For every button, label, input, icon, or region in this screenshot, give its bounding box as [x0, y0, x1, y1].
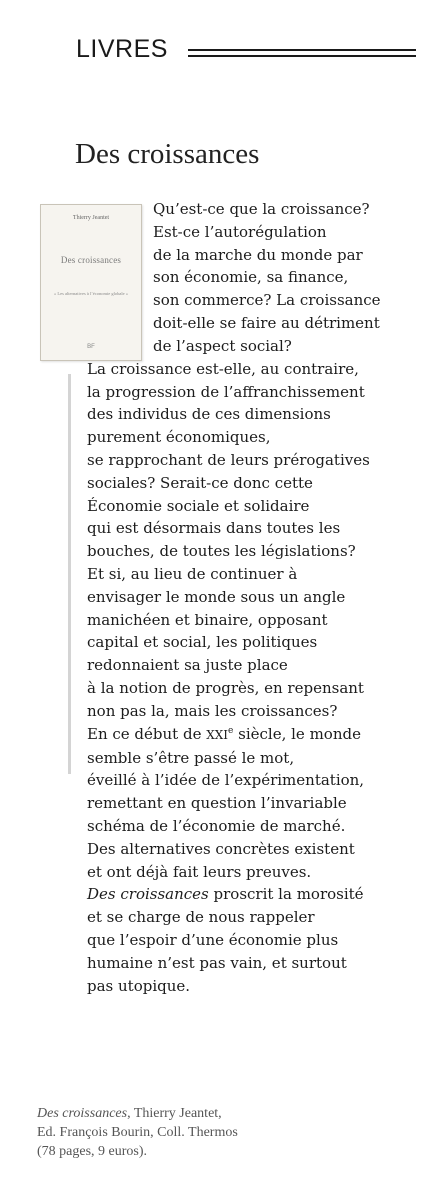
body-line: et se charge de nous rappeler	[87, 908, 315, 927]
body-line: schéma de l’économie de marché.	[87, 816, 346, 835]
body-line: Est-ce l’autorégulation	[153, 222, 327, 241]
caption-line-1	[37, 1104, 377, 1123]
section-label: LIVRES	[76, 35, 168, 63]
body-line: sociales? Serait-ce donc cette	[87, 473, 313, 492]
caption-line-3: (78 pages, 9 euros).	[37, 1144, 148, 1159]
body-line: semble s’être passé le mot,	[87, 748, 295, 767]
body-line: doit-elle se faire au détriment	[153, 314, 380, 333]
century-after: siècle, le monde	[233, 724, 361, 743]
body-line: des individus de ces dimensions	[87, 405, 331, 424]
article-title: Des croissances	[75, 138, 260, 170]
cover-title: Des croissances	[60, 255, 122, 265]
body-line: remettant en question l’invariable	[87, 794, 347, 813]
body-line: de la marche du monde par	[153, 245, 363, 264]
body-line: de l’aspect social?	[153, 336, 292, 355]
header-rule-top	[188, 49, 416, 51]
body-line-italic	[87, 883, 417, 906]
body-line: redonnaient sa juste place	[87, 656, 288, 675]
body-line: non pas la, mais les croissances?	[87, 701, 338, 720]
body-line: son commerce? La croissance	[153, 291, 381, 310]
caption-author: , Thierry Jeantet,	[127, 1106, 222, 1121]
body-line: Économie sociale et solidaire	[87, 496, 310, 515]
body-line: La croissance est-elle, au contraire,	[87, 359, 359, 378]
body-line: son économie, sa finance,	[153, 268, 349, 287]
body-line: humaine n’est pas vain, et surtout	[87, 953, 347, 972]
body-line: capital et social, les politiques	[87, 633, 318, 652]
century-numeral: XXI	[206, 727, 229, 742]
body-line: manichéen et binaire, opposant	[87, 610, 328, 629]
body-line: Des alternatives concrètes existent	[87, 839, 355, 858]
body-line: la progression de l’affranchissement	[87, 382, 365, 401]
body-line: purement économiques,	[87, 428, 271, 447]
body-line: à la notion de progrès, en repensant	[87, 679, 364, 698]
body-line: Et si, au lieu de continuer à	[87, 565, 298, 583]
body-line: envisager le monde sous un angle	[87, 587, 346, 606]
caption-book-title: Des croissances	[37, 1106, 128, 1121]
body-line: éveillé à l’idée de l’expérimentation,	[87, 771, 365, 790]
body-line: Qu’est-ce que la croissance?	[153, 200, 370, 218]
body-line: que l’espoir d’une économie plus	[87, 931, 339, 949]
century-before: En ce début de	[87, 724, 207, 743]
caption-line-2: Ed. François Bourin, Coll. Thermos	[37, 1125, 238, 1140]
section-header	[76, 34, 416, 64]
book-title-italic: Des croissances	[87, 885, 209, 904]
body-line: bouches, de toutes les législations?	[87, 542, 356, 561]
book-reference-caption	[37, 1104, 377, 1161]
body-line: pas utopique.	[87, 976, 191, 995]
cover-quote: « Les alternatives à l’économie globale »	[54, 291, 128, 296]
body-line-century	[87, 723, 417, 747]
body-line: et ont déjà fait leurs preuves.	[87, 862, 312, 881]
header-rule-bottom	[188, 55, 416, 57]
side-rule	[68, 374, 71, 774]
cover-publisher-logo: BF	[87, 344, 95, 350]
body-line: se rapprochant de leurs prérogatives	[87, 450, 370, 469]
article-body	[87, 198, 417, 997]
italic-line-rest: proscrit la morosité	[208, 885, 364, 904]
body-line: qui est désormais dans toutes les	[87, 519, 341, 538]
cover-author: Thierry Jeantet	[72, 215, 110, 221]
century-suffix: e	[228, 725, 234, 736]
